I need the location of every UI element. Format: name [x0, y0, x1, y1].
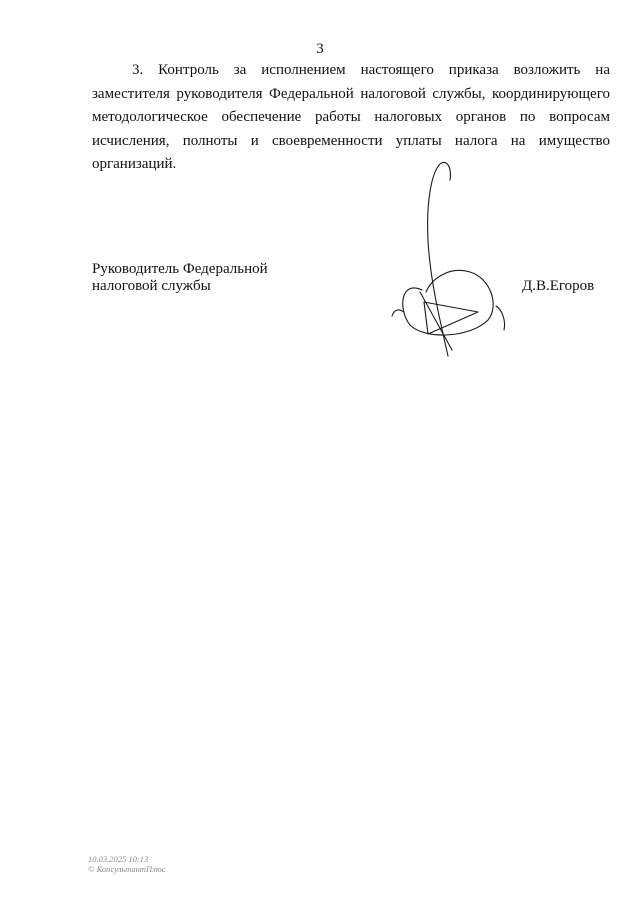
signatory-title-line-1: Руководитель Федеральной: [92, 261, 268, 277]
signatory-title-line-2: налоговой службы: [92, 278, 211, 294]
stamp-line-1: 10.03.2025 10:13: [88, 854, 149, 864]
handwritten-signature: [380, 160, 520, 370]
signature-stroke-left: [392, 310, 404, 316]
signatory-name: Д.В.Егоров: [522, 278, 595, 294]
stamp-line-2: © КонсультантПлюс: [88, 864, 166, 874]
document-stamp: [88, 854, 165, 874]
signature-stroke-arrow: [424, 302, 478, 334]
body-paragraph: 3. Контроль за исполнением настоящего приказа возложить на заместителя руководителя Федеральной налоговой службы, координирующего методологическое обеспечение работы налоговых органов по вопросам исчисления, полноты и своевременности уплаты налога на имущество организаций.: [92, 62, 610, 172]
signature-stroke-tail: [496, 306, 505, 330]
page-number: 3: [316, 41, 324, 57]
signatory-title: [92, 261, 268, 295]
